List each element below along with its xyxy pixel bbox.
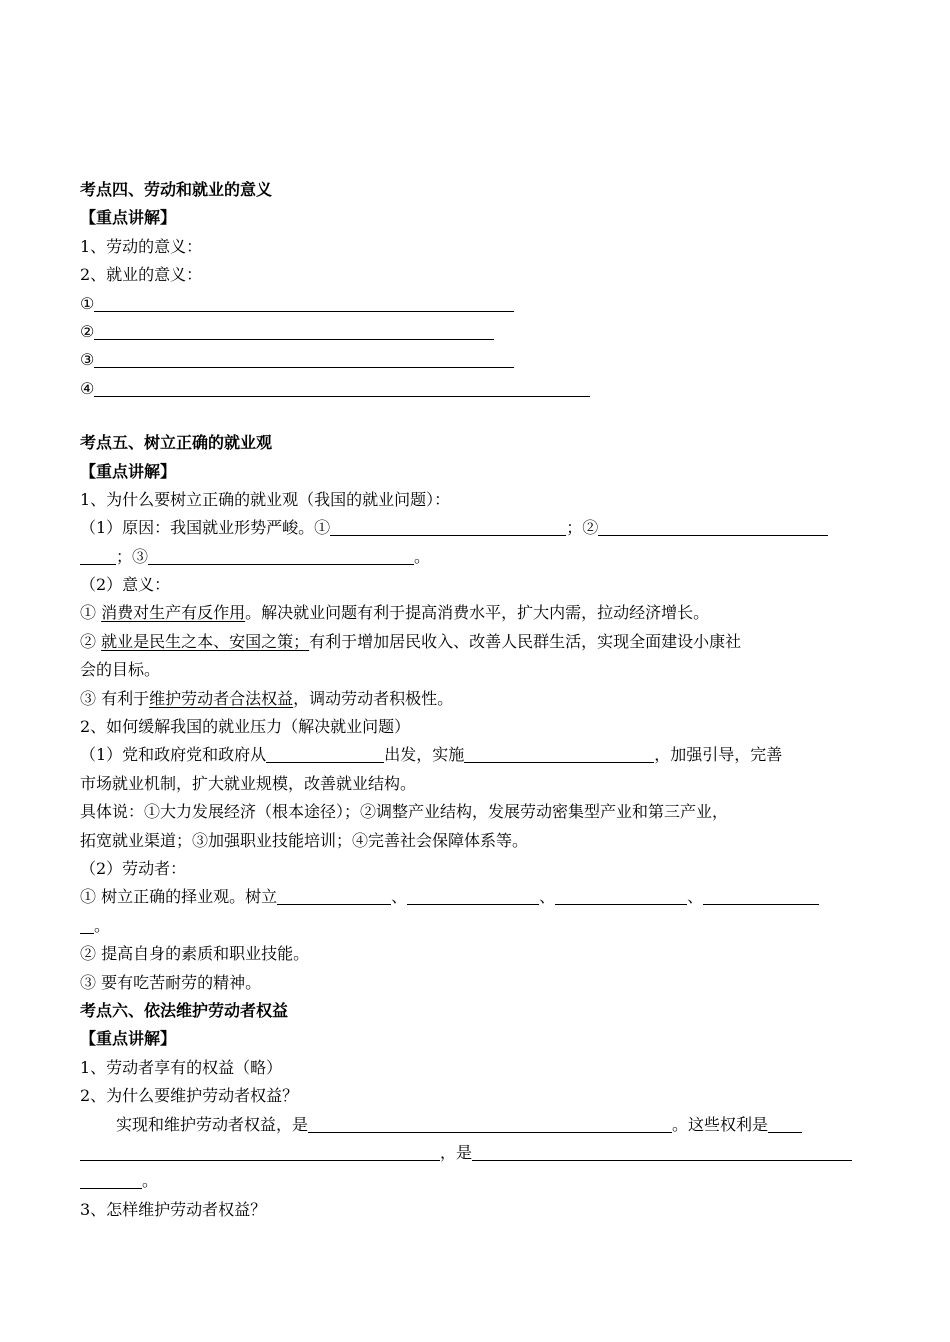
s5-detail-1: 具体说：①大力发展经济（根本途径）；②调整产业结构，发展劳动密集型产业和第三产业， xyxy=(80,802,729,822)
text: ，加强引导，完善 xyxy=(654,745,783,765)
answer-blank[interactable] xyxy=(94,378,590,397)
s5-significance-2-cont: 会的目标。 xyxy=(80,660,161,680)
answer-blank[interactable] xyxy=(94,349,514,368)
s5-reason-line-2 xyxy=(80,543,880,571)
s6-answer-line-2 xyxy=(80,1139,880,1167)
circled-2: ② xyxy=(80,321,95,341)
section-5-key-label: 【重点讲解】 xyxy=(80,461,177,481)
answer-blank[interactable] xyxy=(94,321,494,340)
reason-sep: ；② xyxy=(566,518,599,538)
s5-significance-label: （2）意义： xyxy=(80,575,171,595)
answer-blank[interactable] xyxy=(472,1142,852,1161)
text: 。这些权利是 xyxy=(672,1114,769,1134)
answer-blank[interactable] xyxy=(464,744,654,763)
circled-4: ④ xyxy=(80,378,95,398)
answer-blank[interactable] xyxy=(330,517,566,536)
text: ③ 有利于 xyxy=(80,688,150,708)
circled-3: ③ xyxy=(80,350,95,370)
reason-text: （1）原因：我国就业形势严峻。① xyxy=(80,518,331,538)
answer-blank[interactable] xyxy=(80,1142,440,1161)
s5-question-2: 2、如何缓解我国的就业压力（解决就业问题） xyxy=(80,717,411,737)
s4-item-2 xyxy=(80,318,880,346)
s5-significance-3 xyxy=(80,685,880,713)
circled-1: ① xyxy=(80,293,95,313)
answer-blank[interactable] xyxy=(148,546,414,565)
s6-answer-line-1 xyxy=(80,1111,880,1139)
s5-detail-2: 拓宽就业渠道；③加强职业技能培训；④完善社会保障体系等。 xyxy=(80,830,529,850)
text: ，是 xyxy=(440,1142,473,1162)
answer-blank[interactable] xyxy=(308,1114,672,1133)
s4-employment-meaning: 2、就业的意义： xyxy=(80,265,203,285)
s5-workers-label: （2）劳动者： xyxy=(80,858,187,878)
s5-worker-3: ③ 要有吃苦耐劳的精神。 xyxy=(80,972,262,992)
text: （1）党和政府党和政府从 xyxy=(80,745,267,765)
answer-blank[interactable] xyxy=(80,546,116,565)
answer-blank[interactable] xyxy=(598,517,828,536)
underlined-text: 维护劳动者合法权益 xyxy=(149,688,294,708)
answer-blank[interactable] xyxy=(768,1114,802,1133)
text: ① 树立正确的择业观。树立 xyxy=(80,887,278,907)
s5-question-1: 1、为什么要树立正确的就业观（我国的就业问题）： xyxy=(80,489,451,509)
s4-item-3 xyxy=(80,346,880,374)
answer-blank[interactable] xyxy=(407,886,539,905)
s6-answer-line-3 xyxy=(80,1167,880,1195)
text: 实现和维护劳动者权益，是 xyxy=(116,1114,309,1134)
answer-blank[interactable] xyxy=(266,744,384,763)
answer-blank[interactable] xyxy=(703,886,819,905)
answer-blank[interactable] xyxy=(277,886,391,905)
reason-sep: ；③ xyxy=(116,546,149,566)
sep: 、 xyxy=(391,887,408,907)
answer-blank[interactable] xyxy=(80,915,94,934)
s5-significance-1 xyxy=(80,599,880,627)
s6-how: 3、怎样维护劳动者权益？ xyxy=(80,1199,267,1219)
section-4-title: 考点四、劳动和就业的意义 xyxy=(80,180,273,199)
s4-labor-meaning: 1、劳动的意义： xyxy=(80,236,203,256)
section-6-title: 考点六、依法维护劳动者权益 xyxy=(80,1000,289,1020)
text: ，调动劳动者积极性。 xyxy=(293,688,454,708)
s5-party-line-2: 市场就业机制，扩大就业规模，改善就业结构。 xyxy=(80,773,417,793)
s6-rights: 1、劳动者享有的权益（略） xyxy=(80,1057,283,1077)
answer-blank[interactable] xyxy=(555,886,687,905)
s5-worker-1-cont xyxy=(80,912,880,940)
answer-blank[interactable] xyxy=(94,293,514,312)
text: 。解决就业问题有利于提高消费水平，扩大内需，拉动经济增长。 xyxy=(245,603,710,623)
text: 有利于增加居民收入、改善人民群生活，实现全面建设小康社 xyxy=(309,631,742,651)
section-5-title: 考点五、树立正确的就业观 xyxy=(80,433,273,453)
text: 出发，实施 xyxy=(384,745,465,765)
underlined-text: 消费对生产有反作用 xyxy=(101,603,246,623)
s5-significance-2 xyxy=(80,628,880,656)
section-6-key-label: 【重点讲解】 xyxy=(80,1029,177,1049)
sep: 、 xyxy=(687,887,704,907)
s5-worker-1 xyxy=(80,883,880,911)
sep: 、 xyxy=(539,887,556,907)
period: 。 xyxy=(94,915,111,935)
section-4-key-label: 【重点讲解】 xyxy=(80,208,177,228)
s5-party-line xyxy=(80,741,880,769)
num: ② xyxy=(80,631,102,651)
s5-reason-line xyxy=(80,514,880,542)
underlined-text: 就业是民生之本、安国之策； xyxy=(101,631,310,651)
s6-why: 2、为什么要维护劳动者权益？ xyxy=(80,1086,299,1106)
period: 。 xyxy=(142,1171,159,1191)
document-page xyxy=(80,176,880,1224)
s4-item-1 xyxy=(80,290,880,318)
period: 。 xyxy=(414,546,431,566)
s4-item-4 xyxy=(80,375,880,403)
num: ① xyxy=(80,603,102,623)
answer-blank[interactable] xyxy=(80,1170,142,1189)
s5-worker-2: ② 提高自身的素质和职业技能。 xyxy=(80,944,310,964)
